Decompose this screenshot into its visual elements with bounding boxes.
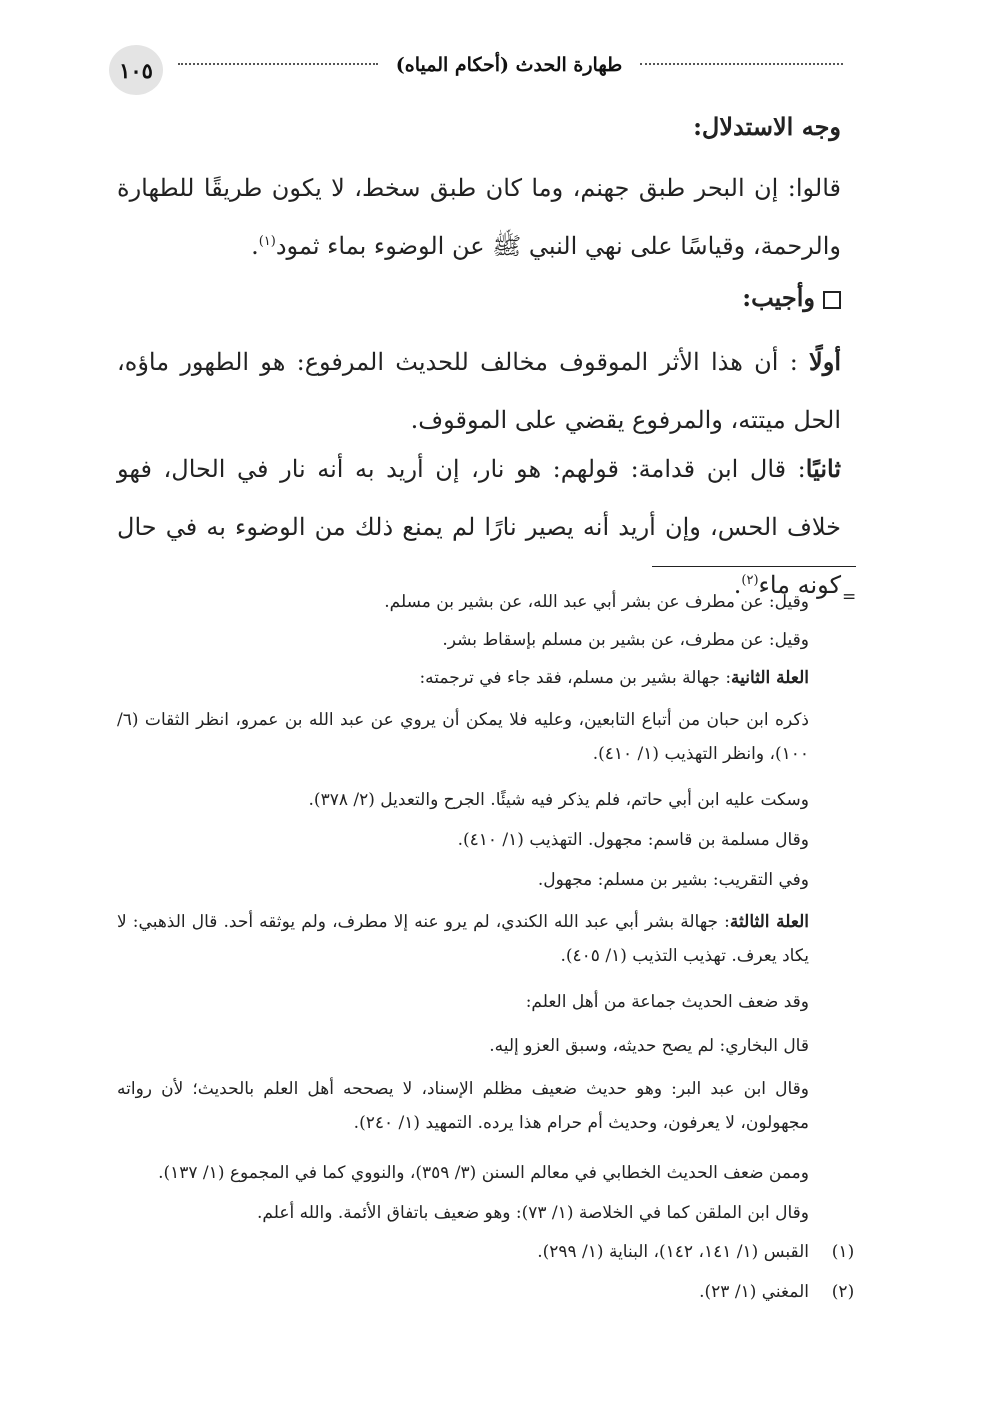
footnote-line: وقال ابن الملقن كما في الخلاصة (١/ ٧٣): وهو ضعيف باتفاق الأئمة. والله أعلم. (256, 1203, 809, 1223)
checkbox-square-icon (823, 291, 841, 309)
footnote-line: وممن ضعف الحديث الخطابي في معالم السنن (٣/ ٣٥٩)، والنووي كما في المجموع (١/ ١٣٧). (158, 1163, 809, 1183)
footnote-paragraph: العلة الثالثة: جهالة بشر أبي عبد الله الكندي، لم يرو عنه إلا مطرف، ولم يوثقه أحد. قال الذهبي: لا يكاد يعرف. تهذيب التذيب (١/ ٤٠٥). (117, 912, 809, 966)
footnote-number: (٢) (831, 1282, 855, 1302)
footnote-line: وقيل: عن مطرف، عن بشير بن مسلم بإسقاط بشر. (442, 630, 809, 650)
footnote-line: وفي التقريب: بشير بن مسلم: مجهول. (537, 870, 809, 890)
footnote-paragraph: وقال ابن عبد البر: وهو حديث ضعيف مظلم الإسناد، لا يصححه أهل العلم بالحديث؛ لأن رواته مجهولون، لا يعرفون، وحديث أم حرام هذا يرده. التمهيد (١/ ٢٤٠). (117, 1079, 809, 1133)
footnote-text: القبس (١/ ١٤١، ١٤٢)، البناية (١/ ٢٩٩). (537, 1242, 809, 1262)
header-dotted-leader (640, 63, 843, 65)
header-dotted-leader (178, 63, 378, 65)
footnote-paragraph: ذكره ابن حبان من أتباع التابعين، وعليه فلا يمكن أن يروي عن عبد الله بن عمرو، انظر الثقات (٦/ ١٠٠)، وانظر التهذيب (١/ ٤١٠). (117, 710, 809, 764)
footnote-ref: (١) (258, 234, 276, 249)
lead-word: ثانيًا (805, 454, 841, 483)
continuation-mark: = (842, 587, 857, 607)
paragraph-first-answer: أولًا : أن هذا الأثر الموقوف مخالف للحديث المرفوع: هو الطهور ماؤه، الحل ميتته، والمرفوع يقضي على الموقوف. (117, 347, 841, 434)
running-title: طهارة الحدث (أحكام المياه) (395, 54, 623, 76)
footnote-line: العلة الثانية: جهالة بشير بن مسلم، فقد جاء في ترجمته: (419, 668, 809, 688)
lead-word: أولًا (809, 347, 841, 376)
paragraph-argument: قالوا: إن البحر طبق جهنم، وما كان طبق سخط، لا يكون طريقًا للطهارة والرحمة، وقياسًا على نهي النبي ﷺ عن الوضوء بماء ثمود$^{(١)}$. (117, 174, 841, 260)
footnote-text: المغني (١/ ٢٣). (699, 1282, 809, 1302)
footnote-line: وقال مسلمة بن قاسم: مجهول. التهذيب (١/ ٤١٠). (457, 830, 809, 850)
footnote-separator (652, 566, 856, 567)
footnote-ref: (٢) (741, 573, 759, 588)
section-heading: وجه الاستدلال: (693, 112, 841, 141)
section-heading-answer: وأجيب: (117, 283, 841, 312)
page-number: ١٠٥ (109, 45, 163, 95)
footnote-number: (١) (831, 1242, 855, 1262)
footnote-line: وقيل: عن مطرف عن بشر أبي عبد الله، عن بشير بن مسلم. (384, 592, 809, 612)
footnote-line: وسكت عليه ابن أبي حاتم، فلم يذكر فيه شيئًا. الجرح والتعديل (٢/ ٣٧٨). (308, 790, 809, 810)
footnote-line: وقد ضعف الحديث جماعة من أهل العلم: (525, 992, 809, 1012)
footnote-line: قال البخاري: لم يصح حديثه، وسبق العزو إليه. (489, 1036, 809, 1056)
paragraph-second-answer: ثانيًا: قال ابن قدامة: قولهم: هو نار، إن أريد به أنه نار في الحال، فهو خلاف الحس، وإن أريد أنه يصير نارًا لم يمنع ذلك من الوضوء به في حال كونه ماء$^{(٢)}$. (117, 454, 841, 599)
